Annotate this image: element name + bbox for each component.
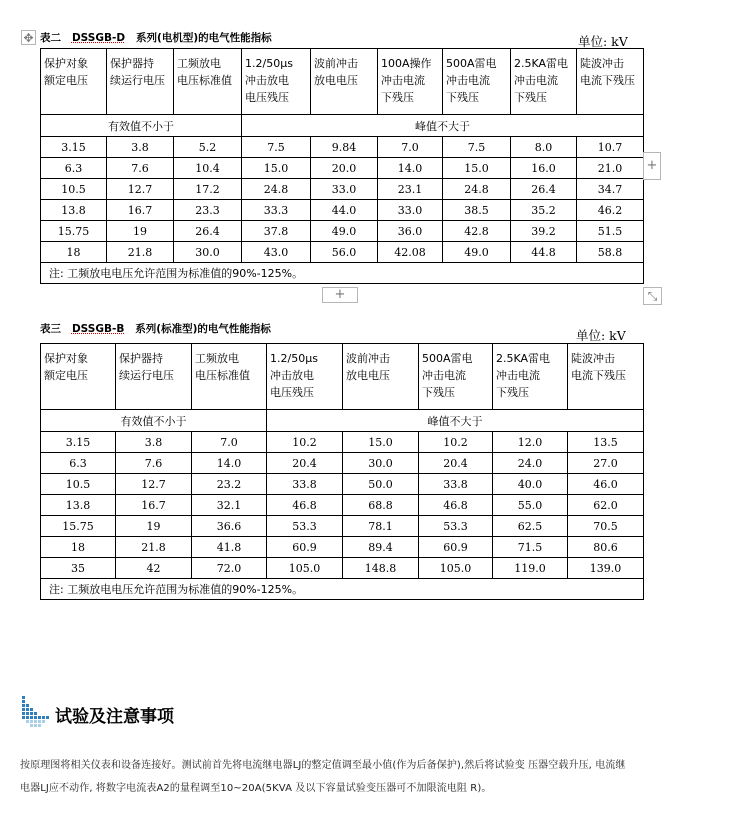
table-cell: 3.15 bbox=[41, 432, 116, 453]
table-cell: 10.5 bbox=[41, 474, 116, 495]
table-cell: 56.0 bbox=[311, 242, 378, 263]
column-header: 波前冲击 放电电压 bbox=[343, 344, 419, 410]
table-cell: 10.2 bbox=[419, 432, 493, 453]
table-cell: 105.0 bbox=[419, 558, 493, 579]
band-label-rms: 有效值不小于 bbox=[41, 115, 242, 137]
column-header: 工频放电 电压标准值 bbox=[192, 344, 267, 410]
table-cell: 119.0 bbox=[493, 558, 568, 579]
table-cell: 46.8 bbox=[267, 495, 343, 516]
table2-title bbox=[40, 321, 271, 336]
table-cell: 46.8 bbox=[419, 495, 493, 516]
table-cell: 15.75 bbox=[41, 221, 107, 242]
table-cell: 39.2 bbox=[511, 221, 577, 242]
table-cell: 105.0 bbox=[267, 558, 343, 579]
table-cell: 139.0 bbox=[568, 558, 644, 579]
body-paragraph-line-1: 按原理图将相关仪表和设备连接好。测试前首先将电流继电器LJ的整定值调至最小值(作为后备保护),然后将试验变 压器空载升压, 电流继 bbox=[20, 760, 626, 771]
body-paragraph-line-2: 电器LJ应不动作, 将数字电流表A2的量程调至10~20A(5KVA 及以下容量试验变压器可不加限流电阻 R)。 bbox=[20, 783, 492, 794]
table-cell: 33.8 bbox=[267, 474, 343, 495]
table-cell: 27.0 bbox=[568, 453, 644, 474]
table-cell: 44.0 bbox=[311, 200, 378, 221]
table-cell: 33.8 bbox=[419, 474, 493, 495]
table-cell: 30.0 bbox=[174, 242, 242, 263]
add-row-button[interactable]: + bbox=[322, 287, 358, 303]
table2-title-model: DSSGB-B bbox=[71, 323, 125, 335]
table1-unit: 单位: kV bbox=[578, 34, 628, 49]
table-cell: 46.0 bbox=[568, 474, 644, 495]
column-header: 保护器持 续运行电压 bbox=[107, 49, 174, 115]
table-cell: 24.8 bbox=[242, 179, 311, 200]
table-cell: 51.5 bbox=[577, 221, 644, 242]
table-cell: 26.4 bbox=[511, 179, 577, 200]
table-cell: 33.0 bbox=[378, 200, 443, 221]
table-resize-handle[interactable]: ⤡ bbox=[643, 287, 662, 305]
section-heading-icon bbox=[22, 696, 50, 728]
section-heading: 试验及注意事项 bbox=[55, 707, 174, 727]
table-cell: 42.8 bbox=[443, 221, 511, 242]
band-label-rms: 有效值不小于 bbox=[41, 410, 267, 432]
table-cell: 20.4 bbox=[267, 453, 343, 474]
table-cell: 71.5 bbox=[493, 537, 568, 558]
table-cell: 13.5 bbox=[568, 432, 644, 453]
table-cell: 60.9 bbox=[267, 537, 343, 558]
table-cell: 62.5 bbox=[493, 516, 568, 537]
table-cell: 20.4 bbox=[419, 453, 493, 474]
table-cell: 24.0 bbox=[493, 453, 568, 474]
table-cell: 62.0 bbox=[568, 495, 644, 516]
table-cell: 15.0 bbox=[343, 432, 419, 453]
table-cell: 58.8 bbox=[577, 242, 644, 263]
table-cell: 13.8 bbox=[41, 495, 116, 516]
column-header: 保护器持 续运行电压 bbox=[116, 344, 192, 410]
table-cell: 21.8 bbox=[107, 242, 174, 263]
table-cell: 10.5 bbox=[41, 179, 107, 200]
note-row bbox=[41, 263, 644, 284]
table-cell: 19 bbox=[116, 516, 192, 537]
table-cell: 35.2 bbox=[511, 200, 577, 221]
table-cell: 35 bbox=[41, 558, 116, 579]
column-header: 保护对象 额定电压 bbox=[41, 49, 107, 115]
table1-title-prefix: 表二 bbox=[40, 32, 61, 44]
table-cell: 12.0 bbox=[493, 432, 568, 453]
table-cell: 10.4 bbox=[174, 158, 242, 179]
table1-title bbox=[40, 30, 272, 45]
table-cell: 10.2 bbox=[267, 432, 343, 453]
table-cell: 7.5 bbox=[242, 137, 311, 158]
table-cell: 18 bbox=[41, 537, 116, 558]
table1-title-model: DSSGB-D bbox=[71, 32, 126, 44]
table-move-handle[interactable]: ✥ bbox=[21, 30, 36, 45]
table-cell: 23.1 bbox=[378, 179, 443, 200]
table-cell: 50.0 bbox=[343, 474, 419, 495]
column-header: 陡波冲击 电流下残压 bbox=[577, 49, 644, 115]
table-row bbox=[41, 537, 644, 558]
table-cell: 53.3 bbox=[419, 516, 493, 537]
table-cell: 49.0 bbox=[443, 242, 511, 263]
table-cell: 36.6 bbox=[192, 516, 267, 537]
table-cell: 24.8 bbox=[443, 179, 511, 200]
band-label-peak: 峰值不大于 bbox=[242, 115, 644, 137]
table-cell: 33.0 bbox=[311, 179, 378, 200]
table-cell: 78.1 bbox=[343, 516, 419, 537]
table-row bbox=[41, 137, 644, 158]
table-row bbox=[41, 200, 644, 221]
table-cell: 9.84 bbox=[311, 137, 378, 158]
table2-title-prefix: 表三 bbox=[40, 323, 61, 335]
table-cell: 19 bbox=[107, 221, 174, 242]
table-cell: 38.5 bbox=[443, 200, 511, 221]
table-cell: 40.0 bbox=[493, 474, 568, 495]
table-cell: 3.15 bbox=[41, 137, 107, 158]
table-cell: 60.9 bbox=[419, 537, 493, 558]
table-cell: 7.0 bbox=[378, 137, 443, 158]
table-cell: 14.0 bbox=[378, 158, 443, 179]
table-cell: 10.7 bbox=[577, 137, 644, 158]
table-cell: 72.0 bbox=[192, 558, 267, 579]
table-cell: 15.0 bbox=[242, 158, 311, 179]
table-row bbox=[41, 221, 644, 242]
note-row bbox=[41, 579, 644, 600]
table-cell: 68.8 bbox=[343, 495, 419, 516]
table-cell: 44.8 bbox=[511, 242, 577, 263]
table2 bbox=[40, 343, 644, 600]
table-cell: 89.4 bbox=[343, 537, 419, 558]
column-header: 2.5KA雷电 冲击电流 下残压 bbox=[511, 49, 577, 115]
band-row bbox=[41, 115, 644, 137]
column-header: 100A操作 冲击电流 下残压 bbox=[378, 49, 443, 115]
table-cell: 16.0 bbox=[511, 158, 577, 179]
table-cell: 15.0 bbox=[443, 158, 511, 179]
table-cell: 37.8 bbox=[242, 221, 311, 242]
table-cell: 53.3 bbox=[267, 516, 343, 537]
table-cell: 32.1 bbox=[192, 495, 267, 516]
column-header: 波前冲击 放电电压 bbox=[311, 49, 378, 115]
table-cell: 34.7 bbox=[577, 179, 644, 200]
column-header: 2.5KA雷电 冲击电流 下残压 bbox=[493, 344, 568, 410]
table-cell: 41.8 bbox=[192, 537, 267, 558]
header-row bbox=[41, 344, 644, 410]
table-cell: 36.0 bbox=[378, 221, 443, 242]
table-cell: 14.0 bbox=[192, 453, 267, 474]
table-cell: 46.2 bbox=[577, 200, 644, 221]
table-cell: 18 bbox=[41, 242, 107, 263]
band-row bbox=[41, 410, 644, 432]
table-cell: 3.8 bbox=[116, 432, 192, 453]
table-cell: 49.0 bbox=[311, 221, 378, 242]
table-cell: 12.7 bbox=[116, 474, 192, 495]
table-cell: 20.0 bbox=[311, 158, 378, 179]
table-cell: 6.3 bbox=[41, 158, 107, 179]
table1-title-rest: 系列(电机型)的电气性能指标 bbox=[136, 32, 272, 44]
table1 bbox=[40, 48, 644, 284]
table-row bbox=[41, 453, 644, 474]
table-row bbox=[41, 432, 644, 453]
table-cell: 30.0 bbox=[343, 453, 419, 474]
table-cell: 15.75 bbox=[41, 516, 116, 537]
table-note: 注: 工频放电电压允许范围为标准值的90%-125%。 bbox=[41, 263, 644, 284]
column-header: 500A雷电 冲击电流 下残压 bbox=[443, 49, 511, 115]
table-row bbox=[41, 558, 644, 579]
table-cell: 70.5 bbox=[568, 516, 644, 537]
table-cell: 6.3 bbox=[41, 453, 116, 474]
table-cell: 42 bbox=[116, 558, 192, 579]
table-cell: 7.6 bbox=[116, 453, 192, 474]
table-cell: 23.2 bbox=[192, 474, 267, 495]
column-header: 500A雷电 冲击电流 下残压 bbox=[419, 344, 493, 410]
table-row bbox=[41, 516, 644, 537]
table-cell: 12.7 bbox=[107, 179, 174, 200]
table-row bbox=[41, 474, 644, 495]
table-cell: 55.0 bbox=[493, 495, 568, 516]
column-header: 工频放电 电压标准值 bbox=[174, 49, 242, 115]
table-row bbox=[41, 179, 644, 200]
table-row bbox=[41, 158, 644, 179]
table-cell: 42.08 bbox=[378, 242, 443, 263]
table-row bbox=[41, 242, 644, 263]
table-cell: 8.0 bbox=[511, 137, 577, 158]
band-label-peak: 峰值不大于 bbox=[267, 410, 644, 432]
table2-unit: 单位: kV bbox=[576, 328, 626, 343]
column-header: 保护对象 额定电压 bbox=[41, 344, 116, 410]
column-header: 1.2/50μs 冲击放电 电压残压 bbox=[242, 49, 311, 115]
table2-title-rest: 系列(标准型)的电气性能指标 bbox=[135, 323, 271, 335]
table-cell: 23.3 bbox=[174, 200, 242, 221]
table-note: 注: 工频放电电压允许范围为标准值的90%-125%。 bbox=[41, 579, 644, 600]
table-cell: 26.4 bbox=[174, 221, 242, 242]
table-cell: 17.2 bbox=[174, 179, 242, 200]
table-cell: 16.7 bbox=[116, 495, 192, 516]
table-cell: 21.0 bbox=[577, 158, 644, 179]
add-column-button[interactable]: + bbox=[643, 152, 661, 180]
table-cell: 148.8 bbox=[343, 558, 419, 579]
table-cell: 33.3 bbox=[242, 200, 311, 221]
table-cell: 5.2 bbox=[174, 137, 242, 158]
table-cell: 7.5 bbox=[443, 137, 511, 158]
table-cell: 7.0 bbox=[192, 432, 267, 453]
table-cell: 80.6 bbox=[568, 537, 644, 558]
table-cell: 43.0 bbox=[242, 242, 311, 263]
table-cell: 21.8 bbox=[116, 537, 192, 558]
table-cell: 3.8 bbox=[107, 137, 174, 158]
table-cell: 13.8 bbox=[41, 200, 107, 221]
column-header: 陡波冲击 电流下残压 bbox=[568, 344, 644, 410]
table-cell: 7.6 bbox=[107, 158, 174, 179]
header-row bbox=[41, 49, 644, 115]
table-row bbox=[41, 495, 644, 516]
column-header: 1.2/50μs 冲击放电 电压残压 bbox=[267, 344, 343, 410]
table-cell: 16.7 bbox=[107, 200, 174, 221]
